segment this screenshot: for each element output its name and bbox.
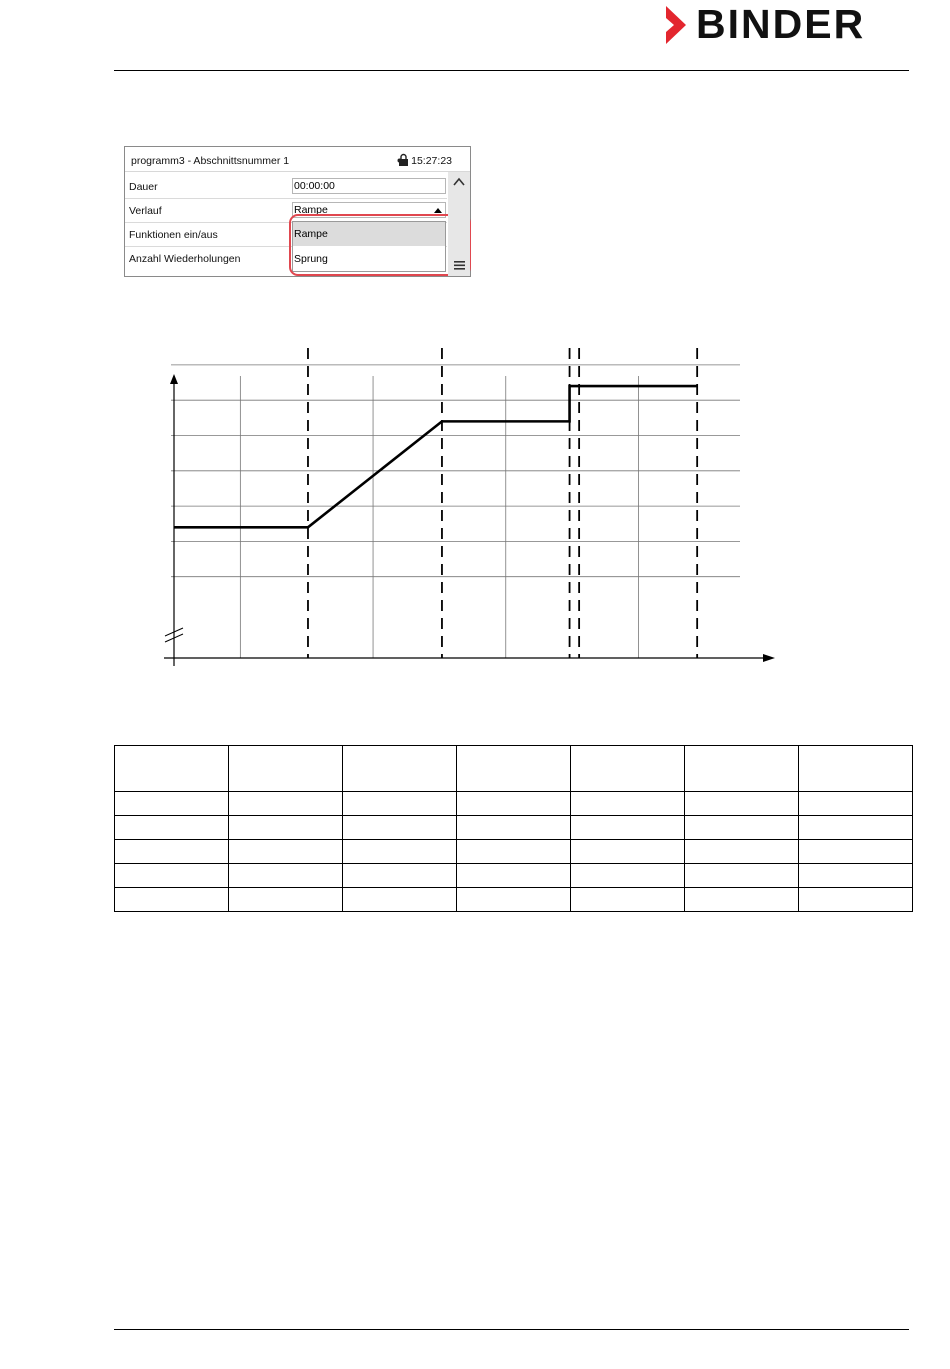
row-label-wiederholungen: Anzahl Wiederholungen	[129, 253, 241, 265]
dropdown-up-arrow-icon	[434, 208, 442, 213]
table-cell	[229, 792, 343, 816]
table-cell	[685, 792, 799, 816]
table-cell	[457, 816, 571, 840]
table-cell	[115, 792, 229, 816]
table-cell	[115, 746, 229, 792]
table-cell	[457, 888, 571, 912]
table-cell	[457, 792, 571, 816]
table-cell	[229, 864, 343, 888]
lock-user-icon	[397, 153, 411, 167]
verlauf-select-value: Rampe	[294, 204, 328, 216]
table-row	[115, 840, 913, 864]
screen-title: programm3 - Abschnittsnummer 1	[131, 155, 290, 167]
table-cell	[115, 888, 229, 912]
table-cell	[343, 864, 457, 888]
table-cell	[571, 792, 685, 816]
table-row	[115, 864, 913, 888]
row-label-verlauf: Verlauf	[129, 205, 162, 217]
screen-clock: 15:27:23	[411, 155, 452, 167]
table-cell	[799, 888, 913, 912]
table-cell	[571, 864, 685, 888]
table-cell	[343, 792, 457, 816]
program-table	[114, 745, 913, 912]
table-cell	[685, 816, 799, 840]
table-cell	[571, 840, 685, 864]
program-profile-chart	[150, 340, 790, 685]
menu-icon[interactable]	[454, 260, 465, 270]
table-cell	[343, 840, 457, 864]
row-label-funktionen: Funktionen ein/aus	[129, 229, 218, 241]
table-cell	[571, 888, 685, 912]
table-cell	[343, 888, 457, 912]
table-cell	[685, 864, 799, 888]
x-axis-arrowhead	[763, 654, 775, 662]
table-row	[115, 816, 913, 840]
table-cell	[799, 746, 913, 792]
table-cell	[457, 746, 571, 792]
table-cell	[799, 864, 913, 888]
dropdown-option-rampe[interactable]: Rampe	[293, 222, 445, 246]
table-cell	[799, 792, 913, 816]
scroll-up-chevron-icon[interactable]	[453, 177, 465, 187]
table-cell	[685, 840, 799, 864]
table-cell	[115, 840, 229, 864]
dropdown-highlight-frame	[289, 214, 471, 276]
table-cell	[343, 816, 457, 840]
header-rule	[114, 70, 909, 71]
row-separator	[125, 198, 447, 199]
table-cell	[457, 840, 571, 864]
row-label-dauer: Dauer	[129, 181, 158, 193]
footer-rule	[114, 1329, 909, 1330]
table-cell	[115, 864, 229, 888]
table-cell	[457, 864, 571, 888]
controller-screen	[124, 146, 471, 277]
table-cell	[571, 816, 685, 840]
scrollbar[interactable]	[448, 172, 470, 276]
table-cell	[229, 888, 343, 912]
table-cell	[229, 840, 343, 864]
table-cell	[343, 746, 457, 792]
title-separator	[125, 171, 470, 172]
dropdown-option-sprung[interactable]: Sprung	[294, 253, 328, 265]
table-cell	[799, 840, 913, 864]
table-cell	[799, 816, 913, 840]
table-cell	[115, 816, 229, 840]
dauer-field[interactable]: 00:00:00	[292, 178, 446, 194]
table-cell	[685, 888, 799, 912]
y-axis-arrowhead	[170, 374, 178, 384]
table-cell	[571, 746, 685, 792]
chart-axes	[164, 374, 775, 666]
chart-grid	[171, 365, 740, 658]
table-cell	[229, 816, 343, 840]
brand-name: BINDER	[696, 1, 866, 47]
table-row	[115, 746, 913, 792]
table-cell	[685, 746, 799, 792]
table-row	[115, 888, 913, 912]
table-row	[115, 792, 913, 816]
table-cell	[229, 746, 343, 792]
